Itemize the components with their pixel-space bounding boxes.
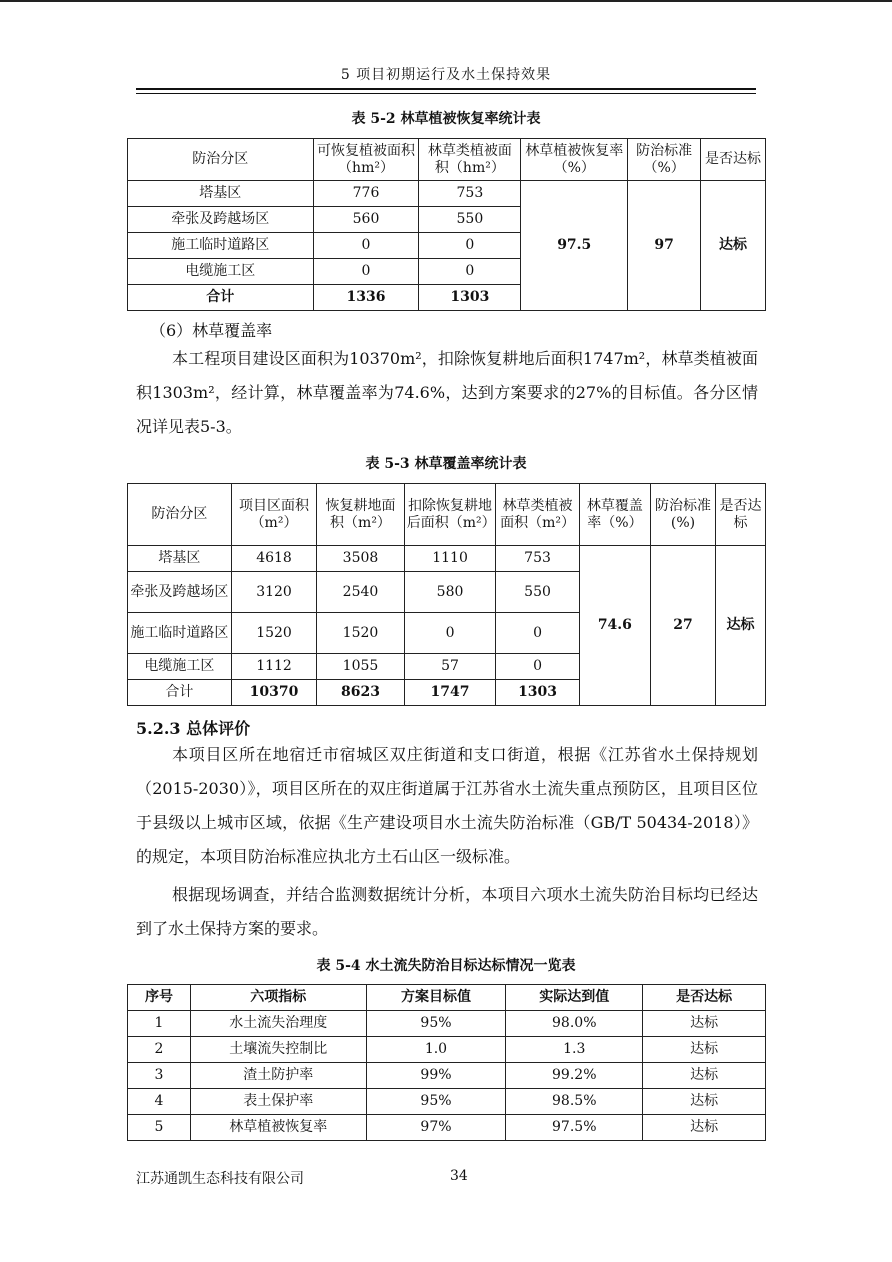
table-cell: 3120 [231, 572, 316, 613]
table-5-3 [127, 483, 766, 706]
table-cell: 3508 [317, 546, 405, 572]
table-cell: 3 [128, 1063, 191, 1089]
table-cell: 95% [366, 1011, 506, 1037]
section-5-2-3-title: 5.2.3 总体评价 [136, 719, 251, 738]
table-5-4-header: 是否达标 [643, 985, 766, 1011]
table-cell: 0 [419, 233, 521, 259]
table-cell: 57 [404, 654, 496, 680]
header-rule [136, 88, 756, 94]
table-5-3-header: 项目区面积（m²） [231, 484, 316, 546]
table-cell: 98.5% [506, 1089, 643, 1115]
table-cell: 塔基区 [128, 546, 232, 572]
table-cell: 达标 [643, 1063, 766, 1089]
table-cell: 99.2% [506, 1063, 643, 1089]
paragraph-overall-evaluation: 本项目区所在地宿迁市宿城区双庄街道和支口街道，根据《江苏省水土保持规划（2015-2030）》，项目区所在的双庄街道属于江苏省水土流失重点预防区，且项目区位于县级以上城市区域，依据《生产建设项目水土流失防治标准（GB/T 50434-2018）》的规定，本项目防治标准应执北方土石山区一级标准。 [136, 745, 758, 866]
table-5-4-header: 方案目标值 [366, 985, 506, 1011]
table-cell: 2 [128, 1037, 191, 1063]
table-cell: 2540 [317, 572, 405, 613]
table-5-3-header: 林草覆盖率（%） [579, 484, 650, 546]
table-cell: 4 [128, 1089, 191, 1115]
table-cell: 0 [496, 613, 579, 654]
table-5-2-header: 防治分区 [128, 139, 314, 181]
table-cell: 753 [496, 546, 579, 572]
table-5-3-standard: 27 [650, 546, 715, 706]
table-5-3-header: 防治标准(%) [650, 484, 715, 546]
table-cell: 550 [419, 207, 521, 233]
table-5-4-header: 实际达到值 [506, 985, 643, 1011]
table-cell: 97% [366, 1115, 506, 1141]
table-5-4-header: 六项指标 [190, 985, 366, 1011]
table-5-2-header: 是否达标 [701, 139, 766, 181]
table-cell: 98.0% [506, 1011, 643, 1037]
table-cell: 1.3 [506, 1037, 643, 1063]
table-cell: 1520 [317, 613, 405, 654]
table-cell: 达标 [643, 1089, 766, 1115]
table-cell: 1055 [317, 654, 405, 680]
table-row [128, 1037, 766, 1063]
table-cell: 1303 [496, 680, 579, 706]
section-6-title: （6）林草覆盖率 [150, 321, 273, 340]
table-cell: 电缆施工区 [128, 654, 232, 680]
table-5-2-result: 达标 [701, 181, 766, 311]
page-header: 5 项目初期运行及水土保持效果 [340, 67, 552, 83]
table-cell: 1.0 [366, 1037, 506, 1063]
table-cell: 99% [366, 1063, 506, 1089]
table-cell: 4618 [231, 546, 316, 572]
table-row [128, 1115, 766, 1141]
table-cell: 1112 [231, 654, 316, 680]
table-cell: 水土流失治理度 [190, 1011, 366, 1037]
table-cell: 电缆施工区 [128, 259, 314, 285]
table-cell: 8623 [317, 680, 405, 706]
table-cell: 5 [128, 1115, 191, 1141]
table-cell: 达标 [643, 1011, 766, 1037]
table-cell: 0 [313, 233, 419, 259]
table-5-3-header: 防治分区 [128, 484, 232, 546]
table-5-4-header: 序号 [128, 985, 191, 1011]
table-cell: 表土保护率 [190, 1089, 366, 1115]
table-cell: 550 [496, 572, 579, 613]
table-cell: 牵张及跨越场区 [128, 207, 314, 233]
table-5-3-rate: 74.6 [579, 546, 650, 706]
table-5-2-header: 可恢复植被面积（hm²） [313, 139, 419, 181]
table-cell: 牵张及跨越场区 [128, 572, 232, 613]
paragraph-conclusion: 根据现场调查，并结合监测数据统计分析，本项目六项水土流失防治目标均已经达到了水土保持方案的要求。 [136, 885, 758, 938]
table-5-3-result: 达标 [716, 546, 766, 706]
table-cell: 施工临时道路区 [128, 233, 314, 259]
table-row [128, 1011, 766, 1037]
table-5-3-caption: 表 5-3 林草覆盖率统计表 [365, 456, 527, 472]
table-cell: 1336 [313, 285, 419, 311]
table-cell: 林草植被恢复率 [190, 1115, 366, 1141]
table-cell: 560 [313, 207, 419, 233]
table-cell: 95% [366, 1089, 506, 1115]
table-cell: 1747 [404, 680, 496, 706]
table-cell: 合计 [128, 680, 232, 706]
table-cell: 土壤流失控制比 [190, 1037, 366, 1063]
table-cell: 渣土防护率 [190, 1063, 366, 1089]
table-cell: 10370 [231, 680, 316, 706]
table-5-2 [127, 138, 766, 311]
table-5-4-caption: 表 5-4 水土流失防治目标达标情况一览表 [316, 958, 576, 974]
table-5-2-rate: 97.5 [521, 181, 628, 311]
table-cell: 合计 [128, 285, 314, 311]
table-5-2-header: 林草类植被面积（hm²） [419, 139, 521, 181]
table-5-4 [127, 984, 766, 1141]
table-cell: 塔基区 [128, 181, 314, 207]
table-cell: 施工临时道路区 [128, 613, 232, 654]
table-cell: 580 [404, 572, 496, 613]
table-row [128, 546, 766, 572]
table-cell: 1520 [231, 613, 316, 654]
table-cell: 达标 [643, 1037, 766, 1063]
table-5-3-header: 扣除恢复耕地后面积（m²） [404, 484, 496, 546]
table-cell: 97.5% [506, 1115, 643, 1141]
table-row [128, 181, 766, 207]
table-cell: 1303 [419, 285, 521, 311]
table-5-2-caption: 表 5-2 林草植被恢复率统计表 [351, 111, 541, 127]
paragraph-coverage: 本工程项目建设区面积为10370m²，扣除恢复耕地后面积1747m²，林草类植被面积1303m²，经计算，林草覆盖率为74.6%，达到方案要求的27%的目标值。各分区情况详见表5-3。 [136, 349, 758, 436]
table-row [128, 1063, 766, 1089]
table-5-3-header: 是否达标 [716, 484, 766, 546]
table-5-3-header: 林草类植被面积（m²） [496, 484, 579, 546]
table-cell: 753 [419, 181, 521, 207]
table-cell: 776 [313, 181, 419, 207]
table-5-2-standard: 97 [628, 181, 701, 311]
table-cell: 0 [313, 259, 419, 285]
top-border [0, 0, 892, 2]
table-cell: 达标 [643, 1115, 766, 1141]
page-number: 34 [450, 1168, 468, 1184]
table-cell: 0 [496, 654, 579, 680]
table-cell: 0 [419, 259, 521, 285]
table-5-2-header: 林草植被恢复率（%） [521, 139, 628, 181]
table-5-3-header: 恢复耕地面积（m²） [317, 484, 405, 546]
footer-company: 江苏通凯生态科技有限公司 [136, 1171, 304, 1187]
table-cell: 0 [404, 613, 496, 654]
table-5-2-header: 防治标准（%） [628, 139, 701, 181]
table-cell: 1110 [404, 546, 496, 572]
table-row [128, 1089, 766, 1115]
table-cell: 1 [128, 1011, 191, 1037]
